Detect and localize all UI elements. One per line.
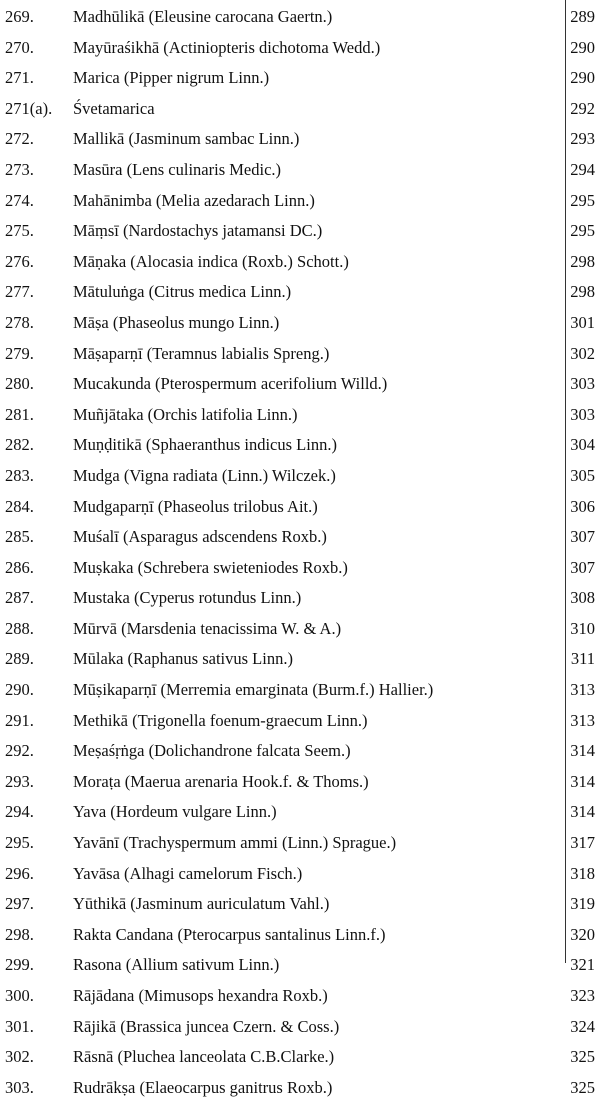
entry-page-number: 307 <box>570 527 595 547</box>
entry-page-number: 319 <box>570 894 595 914</box>
entry-number: 283. <box>5 465 34 485</box>
entry-title: Mallikā (Jasminum sambac Linn.) <box>73 129 300 149</box>
entry-page-number: 311 <box>570 649 595 669</box>
entry-number: 292. <box>5 741 34 761</box>
toc-entry <box>0 675 600 706</box>
toc-entry <box>0 706 600 737</box>
toc-entry <box>0 950 600 981</box>
entry-title: Mūlaka (Raphanus sativus Linn.) <box>73 649 293 669</box>
toc-entry <box>0 889 600 920</box>
toc-entry <box>0 461 600 492</box>
entry-page-number: 293 <box>570 129 595 149</box>
entry-page-number: 298 <box>570 282 595 302</box>
entry-page-number: 321 <box>570 955 595 975</box>
entry-number: 302. <box>5 1047 34 1067</box>
toc-entry <box>0 736 600 767</box>
entry-number: 281. <box>5 404 34 424</box>
toc-entry <box>0 186 600 217</box>
entry-title: Muṇḍitikā (Sphaeranthus indicus Linn.) <box>73 435 337 455</box>
toc-entry <box>0 981 600 1012</box>
entry-page-number: 305 <box>570 465 595 485</box>
toc-entry <box>0 767 600 798</box>
entry-number: 290. <box>5 680 34 700</box>
entry-title: Moraṭa (Maerua arenaria Hook.f. & Thoms.) <box>73 771 369 791</box>
toc-entry <box>0 583 600 614</box>
entry-number: 303. <box>5 1077 34 1097</box>
entry-page-number: 301 <box>570 312 595 332</box>
entry-number: 271(a). <box>5 98 53 118</box>
entry-number: 293. <box>5 771 34 791</box>
entry-page-number: 302 <box>570 343 595 363</box>
entry-number: 288. <box>5 618 34 638</box>
toc-entry <box>0 920 600 951</box>
toc-entry <box>0 1042 600 1073</box>
entry-title: Yavānī (Trachyspermum ammi (Linn.) Sprague.) <box>73 833 397 853</box>
entry-number: 295. <box>5 833 34 853</box>
entry-number: 297. <box>5 894 34 914</box>
toc-entry <box>0 33 600 64</box>
entry-page-number: 290 <box>570 68 595 88</box>
entry-number: 272. <box>5 129 34 149</box>
entry-title: Rājikā (Brassica juncea Czern. & Coss.) <box>73 1016 340 1036</box>
toc-entry <box>0 308 600 339</box>
entry-number: 277. <box>5 282 34 302</box>
entry-title: Mudgaparṇī (Phaseolus trilobus Ait.) <box>73 496 318 516</box>
entry-page-number: 318 <box>570 863 595 883</box>
entry-title: Māṃsī (Nardostachys jatamansi DC.) <box>73 221 323 241</box>
entry-number: 284. <box>5 496 34 516</box>
entry-title: Rakta Candana (Pterocarpus santalinus Linn.f.) <box>73 924 386 944</box>
entry-title: Methikā (Trigonella foenum-graecum Linn.) <box>73 710 368 730</box>
toc-entry <box>0 247 600 278</box>
entry-title: Rudrākṣa (Elaeocarpus ganitrus Roxb.) <box>73 1077 333 1097</box>
entry-title: Mudga (Vigna radiata (Linn.) Wilczek.) <box>73 465 336 485</box>
entry-title: Māṇaka (Alocasia indica (Roxb.) Schott.) <box>73 251 349 271</box>
entry-number: 282. <box>5 435 34 455</box>
entry-title: Rājādana (Mimusops hexandra Roxb.) <box>73 986 328 1005</box>
entry-page-number: 310 <box>570 618 595 638</box>
entry-page-number: 294 <box>570 159 595 179</box>
entry-number: 298. <box>5 924 34 944</box>
entry-title: Māṣa (Phaseolus mungo Linn.) <box>73 312 280 332</box>
entry-title: Muṣkaka (Schrebera swieteniodes Roxb.) <box>73 557 348 577</box>
entry-title: Meṣaśṛṅga (Dolichandrone falcata Seem.) <box>73 741 351 761</box>
entry-title: Muśalī (Asparagus adscendens Roxb.) <box>73 527 327 547</box>
toc-entry <box>0 400 600 431</box>
entry-page-number: 308 <box>570 588 595 608</box>
column-rule <box>565 0 566 963</box>
toc-entry <box>0 369 600 400</box>
entry-page-number: 307 <box>570 557 595 577</box>
entry-page-number: 298 <box>570 251 595 271</box>
entry-number: 286. <box>5 557 34 577</box>
toc-entry <box>0 124 600 155</box>
toc-entry <box>0 797 600 828</box>
entry-page-number: 303 <box>570 404 595 424</box>
entry-title: Madhūlikā (Eleusine carocana Gaertn.) <box>73 7 333 26</box>
toc-entry <box>0 155 600 186</box>
entry-page-number: 306 <box>570 496 595 516</box>
entry-title: Śvetamarica <box>73 98 155 118</box>
entry-title: Mustaka (Cyperus rotundus Linn.) <box>73 588 302 608</box>
entry-number: 276. <box>5 251 34 271</box>
toc-entry <box>0 63 600 94</box>
entry-page-number: 324 <box>570 1016 595 1036</box>
entry-title: Mayūraśikhā (Actiniopteris dichotoma Wedd.) <box>73 37 381 57</box>
entry-number: 280. <box>5 374 34 394</box>
toc-entry <box>0 216 600 247</box>
entry-title: Rāsnā (Pluchea lanceolata C.B.Clarke.) <box>73 1047 335 1067</box>
entry-page-number: 303 <box>570 374 595 394</box>
toc-entry <box>0 94 600 125</box>
entry-page-number: 313 <box>570 680 595 700</box>
toc-entry <box>0 430 600 461</box>
entry-number: 271. <box>5 68 34 88</box>
entry-title: Mahānimba (Melia azedarach Linn.) <box>73 190 315 210</box>
entry-title: Mūrvā (Marsdenia tenacissima W. & A.) <box>73 618 342 638</box>
toc-entry <box>0 614 600 645</box>
entry-page-number: 314 <box>570 741 595 761</box>
entry-title: Masūra (Lens culinaris Medic.) <box>73 159 282 179</box>
toc-entry <box>0 339 600 370</box>
entry-title: Yūthikā (Jasminum auriculatum Vahl.) <box>73 894 330 914</box>
toc-entry <box>0 1012 600 1043</box>
toc-entry <box>0 522 600 553</box>
entry-number: 278. <box>5 312 34 332</box>
entry-page-number: 290 <box>570 37 595 57</box>
toc-entry <box>0 492 600 523</box>
entry-title: Muñjātaka (Orchis latifolia Linn.) <box>73 404 298 424</box>
toc-entry <box>0 2 600 33</box>
entry-page-number: 295 <box>570 221 595 241</box>
entry-number: 275. <box>5 221 34 241</box>
entry-page-number: 320 <box>570 924 595 944</box>
entry-title: Māṣaparṇī (Teramnus labialis Spreng.) <box>73 343 330 363</box>
entry-page-number: 304 <box>570 435 595 455</box>
entry-title: Mātuluṅga (Citrus medica Linn.) <box>73 282 292 302</box>
toc-entry <box>0 277 600 308</box>
entry-number: 273. <box>5 159 34 179</box>
entry-page-number: 289 <box>570 7 595 26</box>
entry-title: Rasona (Allium sativum Linn.) <box>73 955 280 975</box>
entry-page-number: 314 <box>570 771 595 791</box>
toc-entry <box>0 859 600 890</box>
entry-number: 301. <box>5 1016 34 1036</box>
entry-title: Mucakunda (Pterospermum acerifolium Willd.) <box>73 374 388 394</box>
entry-number: 294. <box>5 802 34 822</box>
entry-title: Mūṣikaparṇī (Merremia emarginata (Burm.f.) Hallier.) <box>73 680 434 700</box>
entry-page-number: 325 <box>570 1077 595 1097</box>
toc-entry <box>0 1073 600 1103</box>
entry-number: 279. <box>5 343 34 363</box>
entry-page-number: 295 <box>570 190 595 210</box>
entry-number: 289. <box>5 649 34 669</box>
entry-number: 270. <box>5 37 34 57</box>
entry-number: 300. <box>5 986 34 1005</box>
entry-title: Yavāsa (Alhagi camelorum Fisch.) <box>73 863 303 883</box>
entry-page-number: 323 <box>570 986 595 1005</box>
entry-number: 299. <box>5 955 34 975</box>
entry-number: 274. <box>5 190 34 210</box>
entry-number: 269. <box>5 7 34 26</box>
entry-page-number: 313 <box>570 710 595 730</box>
entry-number: 291. <box>5 710 34 730</box>
entry-title: Yava (Hordeum vulgare Linn.) <box>73 802 277 822</box>
entry-number: 287. <box>5 588 34 608</box>
toc-entry <box>0 644 600 675</box>
entry-number: 296. <box>5 863 34 883</box>
toc-entry <box>0 828 600 859</box>
entry-page-number: 314 <box>570 802 595 822</box>
entry-page-number: 325 <box>570 1047 595 1067</box>
entry-page-number: 292 <box>570 98 595 118</box>
toc-entry <box>0 553 600 584</box>
entry-number: 285. <box>5 527 34 547</box>
entry-page-number: 317 <box>570 833 595 853</box>
entry-title: Marica (Pipper nigrum Linn.) <box>73 68 270 88</box>
